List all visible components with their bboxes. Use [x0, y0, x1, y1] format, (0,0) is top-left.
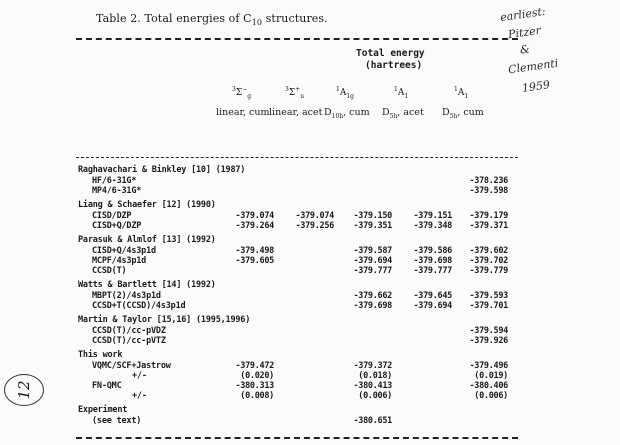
error-label: +/-: [132, 371, 147, 381]
energy-value: -379.264: [235, 221, 274, 231]
handwritten-line: 1959: [521, 78, 551, 95]
energy-value: -379.179: [469, 211, 508, 221]
energy-value: -379.777: [413, 266, 452, 276]
energy-value: -379.605: [235, 256, 274, 266]
method-label: CISD+Q/DZP: [92, 221, 142, 231]
group-heading: Raghavachari & Binkley [10] (1987): [78, 165, 246, 175]
energy-value: -379.926: [469, 336, 508, 346]
energy-value: -379.698: [413, 256, 452, 266]
header-total-energy: Total energy: [356, 48, 425, 59]
method-label: (see text): [92, 416, 142, 426]
energy-value: -379.351: [353, 221, 392, 231]
energy-value: -379.701: [469, 301, 508, 311]
method-label: FN-QMC: [92, 381, 122, 391]
energy-value: -379.598: [469, 186, 508, 196]
column-symmetry-5: $^1A_1$: [454, 86, 469, 100]
bottom-rule: [76, 437, 518, 439]
energy-value: -379.496: [469, 361, 508, 371]
energy-value: -378.236: [469, 176, 508, 186]
group-heading: Watts & Bartlett [14] (1992): [78, 280, 216, 290]
energy-value: -380.406: [469, 381, 508, 391]
group-heading: Experiment: [78, 405, 128, 415]
top-rule: [76, 38, 518, 40]
energy-value: -380.413: [353, 381, 392, 391]
energy-value: -379.593: [469, 291, 508, 301]
energy-value: -379.594: [469, 326, 508, 336]
column-symmetry-4: $^1A_1$: [394, 86, 409, 100]
energy-value: -379.472: [235, 361, 274, 371]
group-heading: Liang & Schaefer [12] (1990): [78, 200, 216, 210]
energy-value: -379.662: [353, 291, 392, 301]
energy-value: -379.348: [413, 221, 452, 231]
group-heading: Martin & Taylor [15,16] (1995,1996): [78, 315, 251, 325]
energy-value: -379.498: [235, 246, 274, 256]
handwritten-line: earliest:: [499, 4, 547, 25]
handwritten-line: Pitzer: [507, 23, 542, 42]
circled-page-number: 12: [4, 374, 44, 406]
method-label: CCSD+T(CCSD)/4s3p1d: [92, 301, 186, 311]
energy-value: -379.587: [353, 246, 392, 256]
energy-value: (0.019): [474, 371, 508, 381]
method-label: VQMC/SCF+Jastrow: [92, 361, 171, 371]
energy-value: -379.074: [235, 211, 274, 221]
energy-value: (0.008): [240, 391, 274, 401]
column-configuration-4: $D_{5h}$, acet: [382, 107, 424, 120]
group-heading: This work: [78, 350, 123, 360]
column-configuration-5: $D_{5h}$, cum: [442, 107, 484, 120]
method-label: HF/6-31G*: [92, 176, 137, 186]
energy-value: -379.777: [353, 266, 392, 276]
group-heading: Parasuk & Almlof [13] (1992): [78, 235, 216, 245]
energy-value: -379.698: [353, 301, 392, 311]
column-configuration-1: linear, cum: [216, 107, 270, 118]
handwritten-line: Clementi: [507, 56, 560, 77]
energy-value: -380.651: [353, 416, 392, 426]
method-label: CCSD(T)/cc-pVDZ: [92, 326, 166, 336]
energy-value: -380.313: [235, 381, 274, 391]
column-configuration-2: linear, acet: [269, 107, 323, 118]
method-label: CCSD(T): [92, 266, 127, 276]
energy-value: -379.372: [353, 361, 392, 371]
column-symmetry-3: $^1A_{1g}$: [336, 86, 354, 100]
energy-value: -379.371: [469, 221, 508, 231]
error-label: +/-: [132, 391, 147, 401]
method-label: CISD/DZP: [92, 211, 132, 221]
energy-value: (0.006): [358, 391, 392, 401]
energy-value: -379.074: [295, 211, 334, 221]
method-label: MCPF/4s3p1d: [92, 256, 147, 266]
header-rule: [76, 157, 518, 158]
energy-value: (0.006): [474, 391, 508, 401]
energy-value: -379.151: [413, 211, 452, 221]
energy-value: -379.702: [469, 256, 508, 266]
energy-value: -379.602: [469, 246, 508, 256]
method-label: MP4/6-31G*: [92, 186, 142, 196]
energy-value: -379.256: [295, 221, 334, 231]
method-label: CCSD(T)/cc-pVTZ: [92, 336, 166, 346]
energy-value: -379.645: [413, 291, 452, 301]
header-units: (hartrees): [365, 60, 423, 71]
energy-value: -379.150: [353, 211, 392, 221]
energy-value: -379.586: [413, 246, 452, 256]
handwritten-line: &: [519, 42, 531, 57]
method-label: CISD+Q/4s3p1d: [92, 246, 156, 256]
column-configuration-3: $D_{10h}$, cum: [324, 107, 370, 120]
method-label: MBPT(2)/4s3p1d: [92, 291, 161, 301]
energy-value: -379.779: [469, 266, 508, 276]
energy-value: -379.694: [413, 301, 452, 311]
column-symmetry-2: $^3\Sigma^+_u$: [285, 86, 305, 100]
energy-value: -379.694: [353, 256, 392, 266]
energy-value: (0.020): [240, 371, 274, 381]
energy-value: (0.018): [358, 371, 392, 381]
table-title: Table 2. Total energies of $C_{10}$ structures.: [96, 12, 328, 28]
column-symmetry-1: $^3\Sigma^-_g$: [232, 86, 252, 100]
